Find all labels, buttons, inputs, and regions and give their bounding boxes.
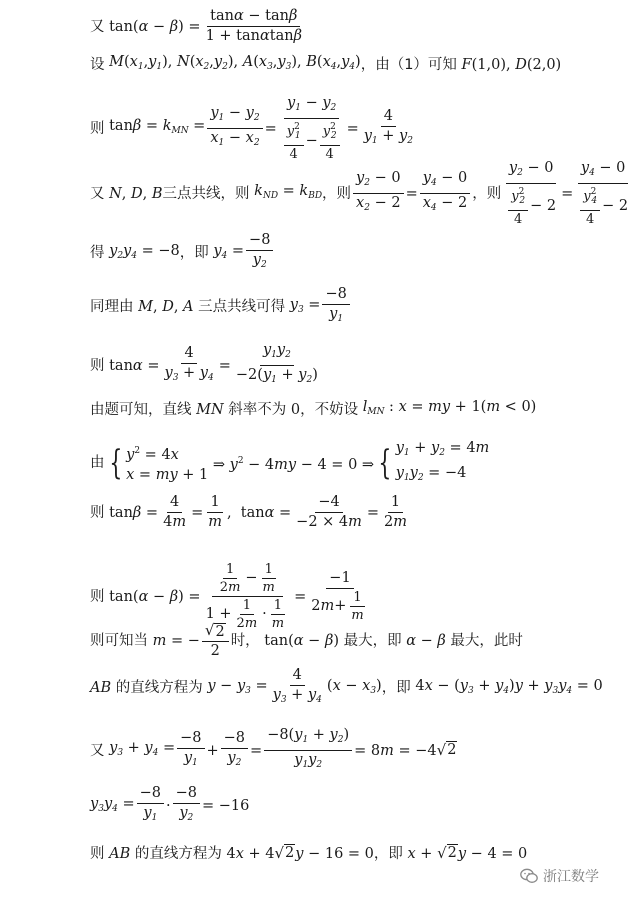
line-tan-beta-slope: 则 $\tan\beta = k_{MN}$ = $\frac{y_1 - y_2}{x_1 - x_2}$ = $y_1 - y_2$ $\frac{y^2_1}{4}$ − $\frac{y^2_2}{4}$ = $\frac{4}{y_1 + y_2}$ (90, 95, 413, 162)
line-final-answer: 则 AB 的直线方程为 4x + 4 √ 2 y − 16 = 0 ，即 x + √ 2 y − 4 = 0 (90, 844, 528, 862)
prefix-text: 则 (90, 588, 105, 605)
mid-text: 的直线方程为 (134, 845, 222, 862)
line-y3-plus-y4: 又 $y_3 + y_4$ = $\frac{-8}{y_1}$ + $\frac{-8}{y_2}$ = $\frac{-8(y_1 + y_2)}{y_1y_2}$ = 8m = −4 √ 2 (90, 727, 457, 770)
prefix-text: 则 (90, 120, 105, 137)
mid-text: ，则 (322, 185, 352, 202)
line-tan-values: 则 tanβ = $\frac{4}{4m}$ = $\frac{1}{m}$ , tanα = $\frac{-4}{-2 \times 4m}$ = $\frac{1}{2m}$ (90, 494, 408, 530)
prefix-text: 则 (90, 504, 105, 521)
prefix-text: 则 (90, 845, 105, 862)
mid-text: ，则 (472, 185, 502, 202)
watermark (520, 866, 599, 886)
mid-text: ，即 (381, 680, 411, 696)
line-system-solve: 由 { $y^2 = 4x$ x = my + 1 ⇒ $y^2 - 4my - 4 = 0$ ⇒ { $y_1 + y_2 = 4m$ $y_1y_2 = -4$ (90, 440, 490, 483)
line-maximum-condition: 则可知当 m = − √ 2 2 时， tan(α − β) 最大，即 α − β 最大，此时 (90, 621, 523, 659)
line-set-points: 设 $M(x_1,y_1)$, $N(x_2,y_2)$, $A(x_3,y_3)$, $B(x_4,y_4)$ ，由（1）可知 F(1,0), D(2,0) (90, 54, 562, 73)
mid-text: 三点共线，则 (162, 185, 250, 202)
prefix-text: 则 (90, 357, 105, 374)
text-c: ，不妨设 (300, 401, 359, 418)
mid-text: 的直线方程为 (115, 680, 203, 696)
suffix-text: ，由（1）可知 (360, 56, 457, 73)
line-tan-alpha: 则 tanα = $\frac{4}{y_3 + y_4}$ = $\frac{y_1y_2}{-2(y_1 + y_2)}$ (90, 342, 318, 385)
prefix-text: 由 (90, 455, 105, 471)
line-ab-equation: AB 的直线方程为 $y - y_3$ = $\frac{4}{y_3 + y_4}$ $(x - x_3)$ ，即 $4x - (y_3 + y_4)y + y_3y_4 = 0$ (90, 667, 603, 705)
line-assume-line-mn: 由题可知，直线 MN 斜率不为 0 ，不妨设 $l_{MN}$ : x = my + 1(m < 0) (90, 399, 537, 418)
mid-text: 三点共线可得 (198, 299, 286, 315)
line-collinear-ndb: 又 N, D, B 三点共线，则 $k_{ND} = k_{BD}$ ，则 $\frac{y_2 - 0}{x_2 - 2}$ = $\frac{y_4 - 0}{x_4 - 2}$ ，则 $y_2 - 0$ $\frac{y^2_2}{4}$ − 2 = $y_4 - 0$ $\frac{y^2_4}{4}$ − 2 (90, 160, 629, 227)
mid-text: 时， (230, 633, 260, 649)
line-y2y4-product: 得 $y_2y_4 = -8$ ，即 $y_4$ = $\frac{-8}{y_2}$ (90, 232, 275, 274)
prefix-text: 设 (90, 56, 105, 73)
wechat-icon (520, 868, 538, 884)
mid-text: ，即 (373, 845, 403, 862)
text-b: 斜率不为 (228, 401, 287, 418)
line-y3-times-y4: $y_3y_4$ = $\frac{-8}{y_1}$ · $\frac{-8}{y_2}$ = −16 (90, 785, 250, 823)
prefix-text: 同理由 (90, 299, 134, 315)
prefix-text: 得 (90, 245, 105, 261)
prefix-text: 又 (90, 742, 105, 759)
mid-text: ，即 (179, 245, 209, 261)
suffix-text: 最大，此时 (450, 633, 523, 649)
mid-text: 最大，即 (343, 633, 402, 649)
watermark-text: 浙江数学 (543, 869, 599, 885)
text-a: 由题可知，直线 (90, 401, 192, 418)
prefix-text: 又 (90, 18, 105, 35)
line-tan-difference-value: 则 tan(α − β) = $\frac{1}{2m}$ − $\frac{1}{m}$ 1 + $\frac{1}{2m}$ · $\frac{1}{m}$ = −1 2 m + $\frac{1}{m}$ (90, 562, 364, 631)
line-y3-similar: 同理由 M, D, A 三点共线可得 $y_3$ = $\frac{-8}{y_1}$ (90, 286, 352, 328)
line-tan-difference-formula: 又 tan(α − β) = $\frac{\tan\alpha - \tan\beta}{1 + \tan\alpha\tan\beta}$ (90, 8, 302, 44)
prefix-text: 又 (90, 185, 105, 202)
prefix-text: 则可知当 (90, 633, 148, 649)
